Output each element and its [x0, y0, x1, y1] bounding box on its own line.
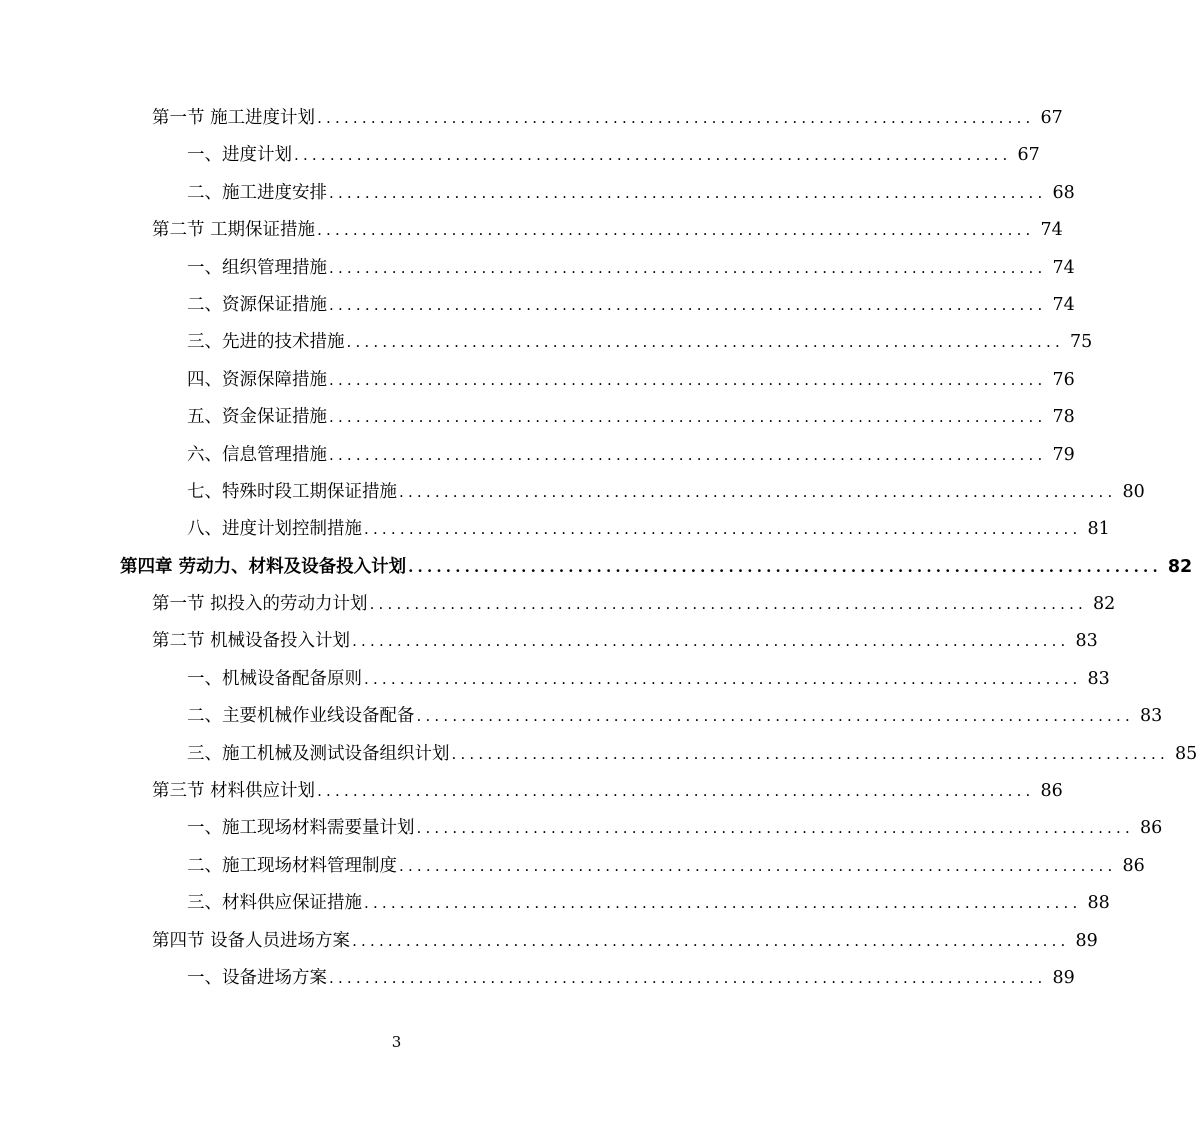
- toc-entry-item[interactable]: [0, 698, 1163, 735]
- toc-entry-page: 82: [1167, 556, 1193, 577]
- toc-entry-line[interactable]: [187, 810, 1163, 847]
- toc-entry-item[interactable]: [0, 848, 1145, 885]
- toc-entry-item[interactable]: [0, 362, 1075, 399]
- toc-entry-page: 74: [1052, 257, 1075, 278]
- toc-entry-title: 第四节 设备人员进场方案: [152, 930, 351, 951]
- toc-entry-item[interactable]: [0, 250, 1075, 287]
- toc-entry-title: 三、施工机械及测试设备组织计划: [187, 743, 450, 764]
- toc-entry-title: 一、进度计划: [187, 145, 292, 166]
- toc-dot-leader: ................................................................................: [317, 782, 1035, 801]
- toc-entry-page: 82: [1093, 594, 1116, 615]
- toc-entry-title: 六、信息管理措施: [187, 444, 327, 465]
- toc-entry-line[interactable]: [187, 437, 1075, 474]
- toc-entry-line[interactable]: [187, 474, 1145, 511]
- toc-entry-item[interactable]: [0, 736, 1197, 773]
- toc-entry-page: 80: [1122, 481, 1145, 502]
- toc-entry-section[interactable]: [0, 773, 1063, 810]
- toc-entry-page: 81: [1087, 519, 1110, 540]
- toc-entry-line[interactable]: [187, 511, 1110, 548]
- toc-entry-title: 一、设备进场方案: [187, 967, 327, 988]
- toc-dot-leader: ................................................................................: [352, 931, 1070, 950]
- toc-dot-leader: ................................................................................: [364, 520, 1082, 539]
- toc-entry-line[interactable]: [187, 175, 1075, 212]
- toc-entry-title: 第三节 材料供应计划: [152, 781, 316, 802]
- toc-entry-page: 78: [1052, 407, 1075, 428]
- page-number: 3: [391, 1033, 402, 1051]
- toc-dot-leader: ................................................................................: [399, 856, 1117, 875]
- toc-entry-page: 67: [1040, 108, 1063, 128]
- toc-entry-item[interactable]: [0, 511, 1110, 548]
- toc-entry-title: 二、主要机械作业线设备配备: [187, 706, 415, 727]
- toc-entry-line[interactable]: [187, 362, 1075, 399]
- toc-entry-page: 88: [1087, 893, 1110, 914]
- toc-entry-page: 83: [1087, 668, 1110, 689]
- toc-entry-title: 一、组织管理措施: [187, 257, 327, 278]
- toc-entry-page: 89: [1075, 930, 1098, 951]
- toc-entry-title: 第二节 工期保证措施: [152, 220, 316, 241]
- toc-dot-leader: ................................................................................: [369, 595, 1088, 614]
- toc-entry-page: 83: [1139, 706, 1163, 727]
- toc-entry-line[interactable]: [187, 661, 1110, 698]
- toc-entry-title: 八、进度计划控制措施: [187, 519, 362, 540]
- toc-dot-leader: ................................................................................: [346, 333, 1064, 352]
- toc-entry-page: 75: [1069, 332, 1093, 353]
- toc-dot-leader: ................................................................................: [317, 109, 1035, 127]
- toc-entry-page: 86: [1139, 818, 1163, 839]
- toc-entry-line[interactable]: [187, 250, 1075, 287]
- toc-dot-leader: ................................................................................: [329, 370, 1047, 389]
- toc-entry-line[interactable]: [187, 287, 1075, 324]
- toc-entry-line[interactable]: [152, 923, 1098, 960]
- toc-dot-leader: ................................................................................: [399, 482, 1117, 501]
- toc-entry-title: 第二节 机械设备投入计划: [152, 631, 351, 652]
- toc-dot-leader: ................................................................................: [416, 707, 1134, 726]
- toc-entry-line[interactable]: [187, 137, 1040, 174]
- toc-entry-section[interactable]: [0, 586, 1116, 623]
- toc-entry-line[interactable]: [187, 848, 1145, 885]
- toc-entry-section[interactable]: [0, 212, 1063, 249]
- toc-dot-leader: ................................................................................: [329, 445, 1047, 464]
- toc-dot-leader: ................................................................................: [451, 744, 1169, 763]
- toc-entry-title: 第四章 劳动力、材料及设备投入计划: [120, 556, 407, 577]
- toc-entry-title: 第一节 拟投入的劳动力计划: [152, 594, 368, 615]
- toc-entry-line[interactable]: [187, 698, 1163, 735]
- toc-entry-line[interactable]: [152, 212, 1063, 249]
- toc-entry-page: 68: [1052, 182, 1075, 203]
- toc-entry-item[interactable]: [0, 437, 1075, 474]
- toc-entry-item[interactable]: [0, 324, 1093, 361]
- toc-entry-title: 二、施工进度安排: [187, 182, 327, 203]
- toc-entry-line[interactable]: [187, 736, 1197, 773]
- toc-entry-line[interactable]: [152, 100, 1063, 137]
- toc-entry-item[interactable]: [0, 960, 1075, 997]
- toc-entry-title: 五、资金保证措施: [187, 407, 327, 428]
- toc-dot-leader: ................................................................................: [329, 258, 1047, 277]
- toc-entry-item[interactable]: [0, 137, 1040, 174]
- toc-entry-title: 一、施工现场材料需要量计划: [187, 818, 415, 839]
- toc-entry-page: 89: [1052, 967, 1075, 988]
- toc-dot-leader: ................................................................................: [416, 819, 1134, 838]
- toc-dot-leader: ................................................................................: [294, 146, 1012, 165]
- toc-entry-section[interactable]: [0, 923, 1098, 960]
- toc-entry-title: 三、先进的技术措施: [187, 332, 345, 353]
- toc-entry-line[interactable]: [187, 324, 1093, 361]
- toc-entry-line[interactable]: [187, 960, 1075, 997]
- toc-entry-item[interactable]: [0, 885, 1110, 922]
- toc-entry-item[interactable]: [0, 661, 1110, 698]
- toc-entry-item[interactable]: [0, 399, 1075, 436]
- toc-entry-title: 一、机械设备配备原则: [187, 668, 362, 689]
- toc-entry-page: 67: [1017, 145, 1040, 166]
- toc-dot-leader: ................................................................................: [352, 632, 1070, 651]
- toc-entry-page: 76: [1052, 369, 1075, 390]
- toc-entry-title: 七、特殊时段工期保证措施: [187, 481, 397, 502]
- toc-dot-leader: ................................................................................: [329, 183, 1047, 202]
- toc-entry-chapter[interactable]: [0, 549, 1193, 586]
- toc-entry-page: 86: [1040, 781, 1063, 802]
- toc-entry-line[interactable]: [152, 586, 1116, 623]
- toc-dot-leader: ................................................................................: [364, 894, 1082, 913]
- toc-entry-item[interactable]: [0, 474, 1145, 511]
- toc-entry-line[interactable]: [120, 549, 1193, 586]
- toc-entry-page: 86: [1122, 855, 1145, 876]
- toc-dot-leader: ................................................................................: [364, 669, 1082, 688]
- toc-dot-leader: ................................................................................: [329, 295, 1047, 314]
- toc-entry-item[interactable]: [0, 287, 1075, 324]
- toc-dot-leader: ................................................................................: [329, 408, 1047, 427]
- toc-entry-line[interactable]: [152, 623, 1098, 660]
- toc-entry-title: 四、资源保障措施: [187, 369, 327, 390]
- toc-entry-page: 74: [1052, 294, 1075, 315]
- toc-entry-page: 83: [1075, 631, 1098, 652]
- toc-entry-item[interactable]: [0, 810, 1163, 847]
- toc-entry-line[interactable]: [187, 399, 1075, 436]
- toc-entry-page: 79: [1052, 444, 1075, 465]
- toc-entry-title: 第一节 施工进度计划: [152, 108, 316, 128]
- toc-entry-page: 74: [1040, 220, 1063, 241]
- toc-entry-title: 三、材料供应保证措施: [187, 893, 362, 914]
- toc-dot-leader: ................................................................................: [317, 221, 1035, 240]
- toc-entry-section[interactable]: [0, 623, 1098, 660]
- toc-entry-line[interactable]: [187, 885, 1110, 922]
- toc-dot-leader: ................................................................................: [329, 968, 1047, 987]
- table-of-contents: [0, 100, 1197, 997]
- toc-entry-section[interactable]: [0, 100, 1063, 137]
- toc-entry-line[interactable]: [152, 773, 1063, 810]
- toc-entry-item[interactable]: [0, 175, 1075, 212]
- toc-entry-title: 二、资源保证措施: [187, 294, 327, 315]
- toc-dot-leader: ................................................................................: [408, 557, 1162, 576]
- toc-entry-title: 二、施工现场材料管理制度: [187, 855, 397, 876]
- toc-entry-page: 85: [1174, 743, 1197, 764]
